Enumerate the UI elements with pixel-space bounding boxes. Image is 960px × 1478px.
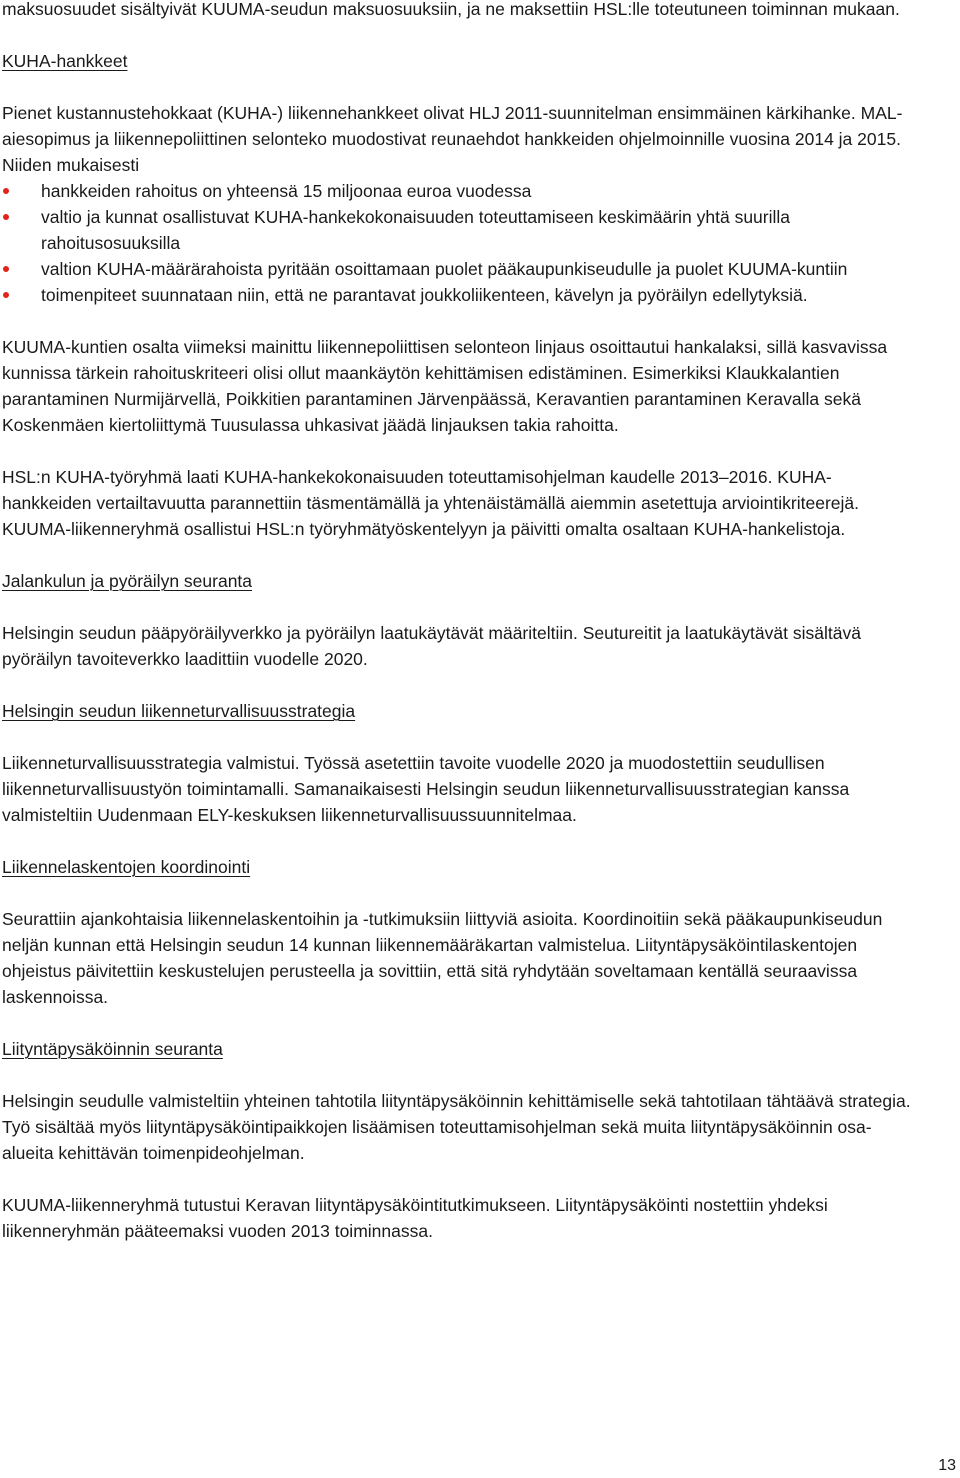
bullet-item: valtion KUHA-määrärahoista pyritään osoittamaan puolet pääkaupunkiseudulle ja puolet KUUMA-kuntiin <box>2 256 920 282</box>
kuha-paragraph-1: Pienet kustannustehokkaat (KUHA-) liikennehankkeet olivat HLJ 2011-suunnitelman ensimmäinen kärkihanke. MAL-aiesopimus ja liikennepoliittinen selonteko muodostivat reunaehdot hankkeiden ohjelmoinnille vuosina 2014 ja 2015. Niiden mukaisesti <box>2 103 903 175</box>
bullet-item: hankkeiden rahoitus on yhteensä 15 miljoonaa euroa vuodessa <box>2 178 920 204</box>
intro-paragraph: maksuosuudet sisältyivät KUUMA-seudun maksuosuuksiin, ja ne maksettiin HSL:lle toteutuneen toiminnan mukaan. <box>2 0 900 19</box>
bullet-item: valtio ja kunnat osallistuvat KUHA-hankekokonaisuuden toteuttamiseen keskimäärin yhtä suurilla rahoitusosuuksilla <box>2 204 920 256</box>
kuha-paragraph-3: HSL:n KUHA-työryhmä laati KUHA-hankekokonaisuuden toteuttamisohjelman kaudelle 2013–2016. KUHA-hankkeiden vertailtavuutta parannettiin täsmentämällä ja yhtenäistämällä aiemmin asetettuja arviointikriteerejä. KUUMA-liikenneryhmä osallistui HSL:n työryhmätyöskentelyyn ja päivitti omalta osaltaan KUHA-hankelistoja. <box>2 467 859 539</box>
kuha-paragraph-2: KUUMA-kuntien osalta viimeksi mainittu liikennepoliittisen selonteon linjaus osoittautui hankalaksi, sillä kasvavissa kunnissa tärkein rahoituskriteeri olisi ollut maankäytön kehittämisen edistäminen. Esimerkiksi Klaukkalantien parantaminen Nurmijärvellä, Poikkitien parantaminen Järvenpäässä, Keravantien parantaminen Keravalla sekä Koskenmäen kiertoliittymä Tuusulassa uhkasivat jäädä linjauksen takia rahoitta. <box>2 337 888 435</box>
heading-kuha: KUHA-hankkeet <box>2 51 128 71</box>
heading-parkride: Liityntäpysäköinnin seuranta <box>2 1039 223 1059</box>
heading-cycling: Jalankulun ja pyöräilyn seuranta <box>2 571 253 591</box>
page-number: 13 <box>938 1457 956 1474</box>
counts-paragraph: Seurattiin ajankohtaisia liikennelaskentoihin ja -tutkimuksiin liittyviä asioita. Koordinoitiin sekä pääkaupunkiseudun neljän kunnan että Helsingin seudun 14 kunnan liikennemääräkartan valmistelua. Liityntäpysäköintilaskentojen ohjeistus päivitettiin keskustelujen perusteella ja sovittiin, että sitä ryhdytään soveltamaan kentällä seuraavissa laskennoissa. <box>2 909 883 1007</box>
parkride-paragraph-1: Helsingin seudulle valmisteltiin yhteinen tahtotila liityntäpysäköinnin kehittämiselle sekä tahtotilaan tähtäävä strategia. Työ sisältää myös liityntäpysäköintipaikkojen lisäämisen toteuttamisohjelman sekä muita liityntäpysäköinnin osa-alueita kehittävän toimenpideohjelman. <box>2 1091 911 1163</box>
heading-safety: Helsingin seudun liikenneturvallisuusstrategia <box>2 701 356 721</box>
safety-paragraph: Liikenneturvallisuusstrategia valmistui. Työssä asetettiin tavoite vuodelle 2020 ja muodostettiin seudullisen liikenneturvallisuustyön toimintamalli. Samanaikaisesti Helsingin seudun liikenneturvallisuusstrategian kanssa valmisteltiin Uudenmaan ELY-keskuksen liikenneturvallisuussuunnitelmaa. <box>2 753 850 825</box>
parkride-paragraph-2: KUUMA-liikenneryhmä tutustui Keravan liityntäpysäköintitutkimukseen. Liityntäpysäköinti nostettiin yhdeksi liikenneryhmän pääteemaksi vuoden 2013 toiminnassa. <box>2 1195 828 1241</box>
cycling-paragraph: Helsingin seudun pääpyöräilyverkko ja pyöräilyn laatukäytävät määriteltiin. Seutureitit ja laatukäytävät sisältävä pyöräilyn tavoiteverkko laadittiin vuodelle 2020. <box>2 623 861 669</box>
kuha-bullet-list <box>2 178 920 308</box>
bullet-item: toimenpiteet suunnataan niin, että ne parantavat joukkoliikenteen, kävelyn ja pyöräilyn edellytyksiä. <box>2 282 920 308</box>
document-page <box>2 0 920 1244</box>
heading-counts: Liikennelaskentojen koordinointi <box>2 857 251 877</box>
